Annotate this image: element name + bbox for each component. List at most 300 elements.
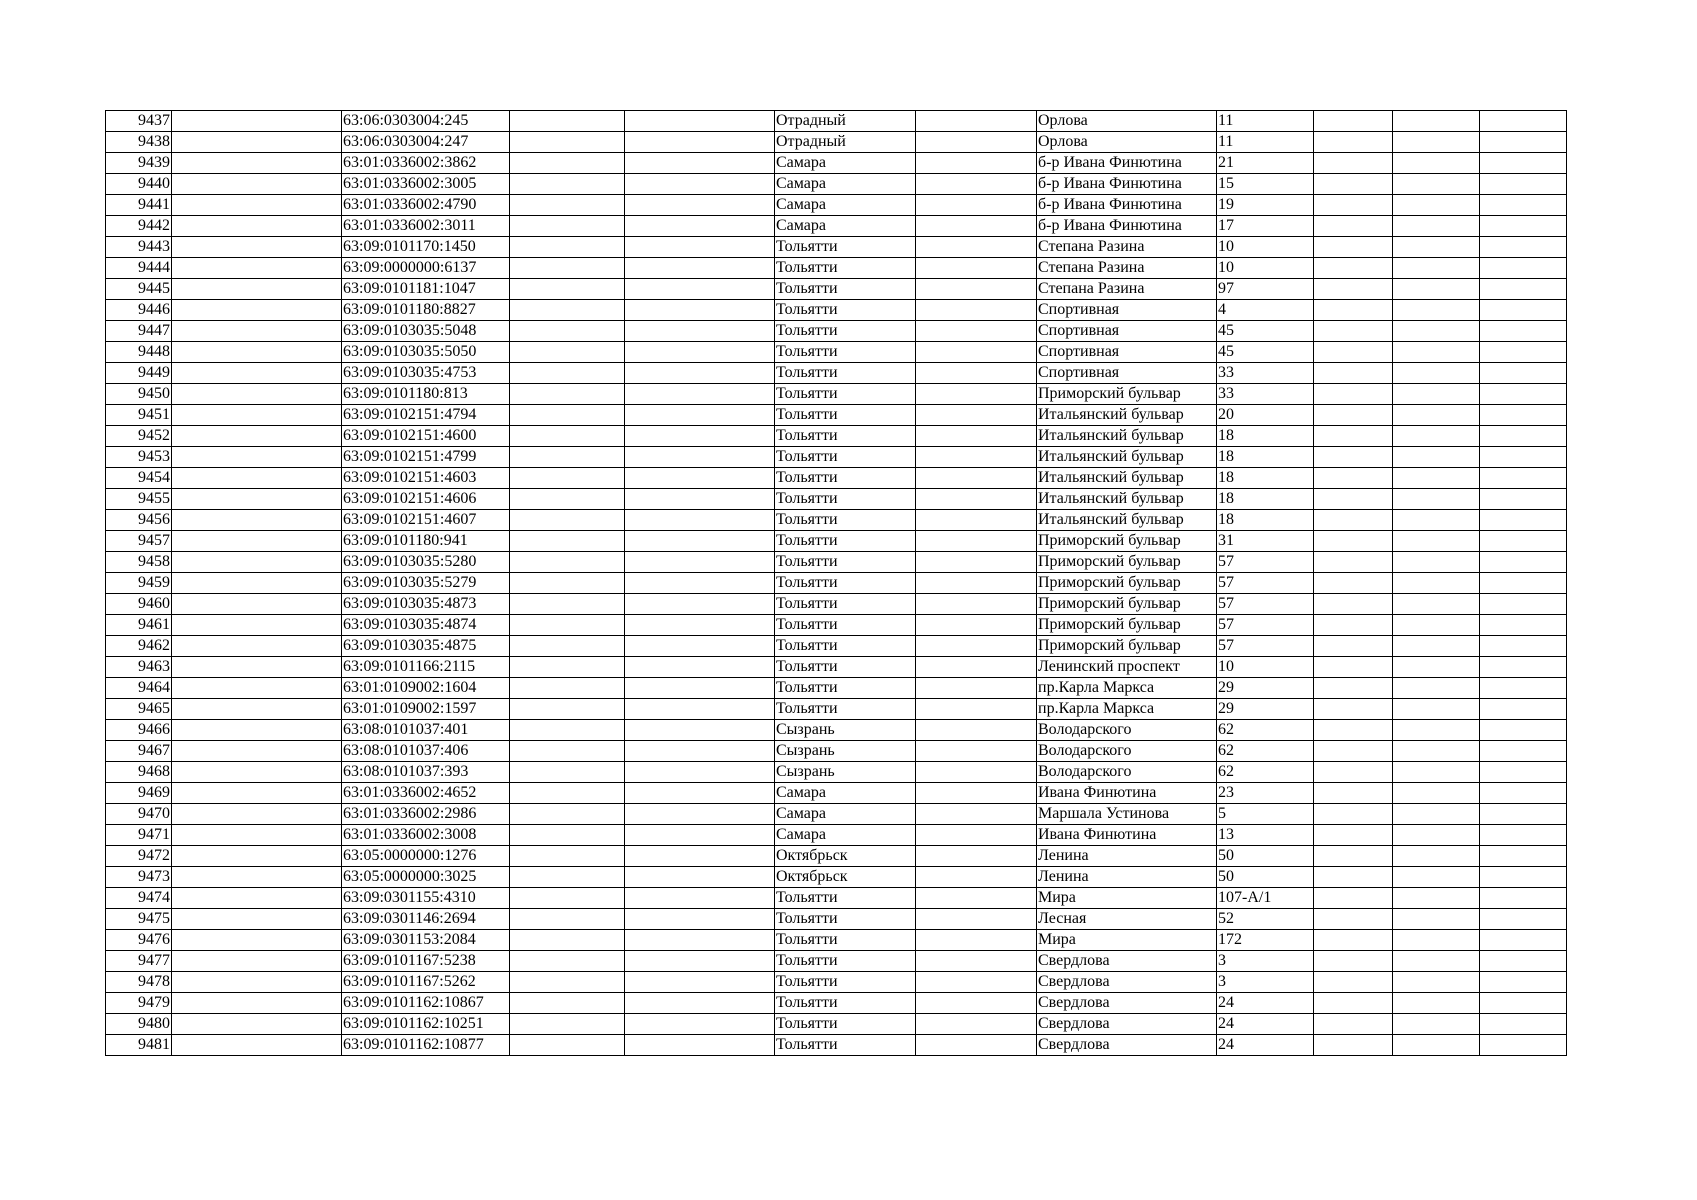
house-number-cell: 10 xyxy=(1217,657,1314,678)
row-number-cell: 9440 xyxy=(106,174,172,195)
cadastral-number-cell: 63:05:0000000:1276 xyxy=(342,846,510,867)
empty-cell xyxy=(172,573,342,594)
empty-cell xyxy=(916,111,1037,132)
cadastral-number-cell: 63:01:0109002:1597 xyxy=(342,699,510,720)
empty-cell xyxy=(1393,489,1480,510)
empty-cell xyxy=(172,363,342,384)
empty-cell xyxy=(1393,132,1480,153)
empty-cell xyxy=(172,237,342,258)
empty-cell xyxy=(1393,153,1480,174)
house-number-cell: 4 xyxy=(1217,300,1314,321)
empty-cell xyxy=(625,531,775,552)
row-number-cell: 9468 xyxy=(106,762,172,783)
table-row xyxy=(106,279,1567,300)
empty-cell xyxy=(1480,678,1567,699)
house-number-cell: 18 xyxy=(1217,447,1314,468)
empty-cell xyxy=(916,783,1037,804)
empty-cell xyxy=(172,195,342,216)
table-row xyxy=(106,972,1567,993)
cadastral-number-cell: 63:01:0336002:3005 xyxy=(342,174,510,195)
empty-cell xyxy=(625,846,775,867)
house-number-cell: 10 xyxy=(1217,237,1314,258)
cadastral-number-cell: 63:09:0103035:4753 xyxy=(342,363,510,384)
empty-cell xyxy=(172,279,342,300)
empty-cell xyxy=(1480,195,1567,216)
empty-cell xyxy=(916,321,1037,342)
empty-cell xyxy=(916,216,1037,237)
empty-cell xyxy=(1314,741,1393,762)
cadastral-number-cell: 63:09:0102151:4606 xyxy=(342,489,510,510)
cadastral-number-cell: 63:09:0101167:5262 xyxy=(342,972,510,993)
empty-cell xyxy=(1314,888,1393,909)
empty-cell xyxy=(510,909,625,930)
house-number-cell: 107-А/1 xyxy=(1217,888,1314,909)
empty-cell xyxy=(1314,1035,1393,1056)
empty-cell xyxy=(916,993,1037,1014)
street-cell: Спортивная xyxy=(1037,321,1217,342)
empty-cell xyxy=(1480,279,1567,300)
empty-cell xyxy=(1393,972,1480,993)
empty-cell xyxy=(510,426,625,447)
empty-cell xyxy=(172,111,342,132)
empty-cell xyxy=(1393,342,1480,363)
cadastral-number-cell: 63:01:0336002:3862 xyxy=(342,153,510,174)
table-row xyxy=(106,111,1567,132)
empty-cell xyxy=(510,825,625,846)
empty-cell xyxy=(1393,552,1480,573)
empty-cell xyxy=(1480,531,1567,552)
empty-cell xyxy=(625,111,775,132)
empty-cell xyxy=(510,342,625,363)
city-cell: Тольятти xyxy=(775,993,916,1014)
empty-cell xyxy=(1314,342,1393,363)
row-number-cell: 9466 xyxy=(106,720,172,741)
house-number-cell: 57 xyxy=(1217,636,1314,657)
empty-cell xyxy=(1480,846,1567,867)
house-number-cell: 50 xyxy=(1217,846,1314,867)
street-cell: Степана Разина xyxy=(1037,258,1217,279)
cadastral-number-cell: 63:01:0336002:4652 xyxy=(342,783,510,804)
empty-cell xyxy=(510,447,625,468)
empty-cell xyxy=(916,846,1037,867)
empty-cell xyxy=(1393,678,1480,699)
row-number-cell: 9442 xyxy=(106,216,172,237)
empty-cell xyxy=(1480,1014,1567,1035)
empty-cell xyxy=(625,237,775,258)
city-cell: Сызрань xyxy=(775,720,916,741)
house-number-cell: 45 xyxy=(1217,321,1314,342)
row-number-cell: 9457 xyxy=(106,531,172,552)
table-row xyxy=(106,594,1567,615)
empty-cell xyxy=(1393,426,1480,447)
city-cell: Тольятти xyxy=(775,279,916,300)
empty-cell xyxy=(1480,153,1567,174)
city-cell: Тольятти xyxy=(775,510,916,531)
empty-cell xyxy=(1314,111,1393,132)
empty-cell xyxy=(916,888,1037,909)
empty-cell xyxy=(1393,447,1480,468)
empty-cell xyxy=(1314,909,1393,930)
cadastral-number-cell: 63:09:0301153:2084 xyxy=(342,930,510,951)
street-cell: Итальянский бульвар xyxy=(1037,510,1217,531)
row-number-cell: 9449 xyxy=(106,363,172,384)
cadastral-number-cell: 63:08:0101037:406 xyxy=(342,741,510,762)
empty-cell xyxy=(510,552,625,573)
row-number-cell: 9454 xyxy=(106,468,172,489)
empty-cell xyxy=(1393,195,1480,216)
row-number-cell: 9438 xyxy=(106,132,172,153)
street-cell: Спортивная xyxy=(1037,300,1217,321)
table-row xyxy=(106,258,1567,279)
table-row xyxy=(106,573,1567,594)
table-row xyxy=(106,552,1567,573)
empty-cell xyxy=(172,531,342,552)
street-cell: Свердлова xyxy=(1037,972,1217,993)
empty-cell xyxy=(625,573,775,594)
table-row xyxy=(106,783,1567,804)
house-number-cell: 3 xyxy=(1217,951,1314,972)
cadastral-number-cell: 63:06:0303004:245 xyxy=(342,111,510,132)
row-number-cell: 9470 xyxy=(106,804,172,825)
empty-cell xyxy=(625,1035,775,1056)
empty-cell xyxy=(1314,951,1393,972)
street-cell: Ивана Финютина xyxy=(1037,825,1217,846)
empty-cell xyxy=(1393,237,1480,258)
empty-cell xyxy=(172,993,342,1014)
empty-cell xyxy=(1314,447,1393,468)
empty-cell xyxy=(916,573,1037,594)
table-row xyxy=(106,951,1567,972)
city-cell: Тольятти xyxy=(775,552,916,573)
empty-cell xyxy=(916,930,1037,951)
table-row xyxy=(106,300,1567,321)
house-number-cell: 57 xyxy=(1217,615,1314,636)
empty-cell xyxy=(1314,762,1393,783)
cadastral-number-cell: 63:09:0101170:1450 xyxy=(342,237,510,258)
house-number-cell: 57 xyxy=(1217,594,1314,615)
empty-cell xyxy=(1480,636,1567,657)
empty-cell xyxy=(510,657,625,678)
empty-cell xyxy=(1480,468,1567,489)
empty-cell xyxy=(625,867,775,888)
empty-cell xyxy=(1480,237,1567,258)
street-cell: Мира xyxy=(1037,930,1217,951)
row-number-cell: 9471 xyxy=(106,825,172,846)
table-row xyxy=(106,426,1567,447)
table-row xyxy=(106,888,1567,909)
house-number-cell: 21 xyxy=(1217,153,1314,174)
cadastral-number-cell: 63:09:0103035:5280 xyxy=(342,552,510,573)
empty-cell xyxy=(625,195,775,216)
empty-cell xyxy=(1314,531,1393,552)
row-number-cell: 9462 xyxy=(106,636,172,657)
city-cell: Тольятти xyxy=(775,930,916,951)
row-number-cell: 9450 xyxy=(106,384,172,405)
cadastral-number-cell: 63:08:0101037:401 xyxy=(342,720,510,741)
house-number-cell: 18 xyxy=(1217,489,1314,510)
empty-cell xyxy=(916,825,1037,846)
empty-cell xyxy=(1393,741,1480,762)
row-number-cell: 9481 xyxy=(106,1035,172,1056)
empty-cell xyxy=(916,279,1037,300)
city-cell: Самара xyxy=(775,783,916,804)
empty-cell xyxy=(172,972,342,993)
cadastral-number-cell: 63:09:0101162:10867 xyxy=(342,993,510,1014)
house-number-cell: 57 xyxy=(1217,552,1314,573)
street-cell: Орлова xyxy=(1037,132,1217,153)
cadastral-number-cell: 63:08:0101037:393 xyxy=(342,762,510,783)
empty-cell xyxy=(1393,111,1480,132)
empty-cell xyxy=(1393,258,1480,279)
street-cell: Маршала Устинова xyxy=(1037,804,1217,825)
street-cell: Свердлова xyxy=(1037,1014,1217,1035)
row-number-cell: 9478 xyxy=(106,972,172,993)
empty-cell xyxy=(625,930,775,951)
cadastral-number-cell: 63:09:0102151:4600 xyxy=(342,426,510,447)
empty-cell xyxy=(1314,195,1393,216)
empty-cell xyxy=(510,699,625,720)
empty-cell xyxy=(916,510,1037,531)
empty-cell xyxy=(1314,615,1393,636)
table-row xyxy=(106,741,1567,762)
empty-cell xyxy=(916,741,1037,762)
empty-cell xyxy=(172,699,342,720)
empty-cell xyxy=(1314,405,1393,426)
row-number-cell: 9467 xyxy=(106,741,172,762)
row-number-cell: 9461 xyxy=(106,615,172,636)
empty-cell xyxy=(1480,258,1567,279)
empty-cell xyxy=(1314,867,1393,888)
empty-cell xyxy=(916,489,1037,510)
house-number-cell: 24 xyxy=(1217,993,1314,1014)
empty-cell xyxy=(1393,825,1480,846)
empty-cell xyxy=(1480,825,1567,846)
cadastral-number-cell: 63:01:0109002:1604 xyxy=(342,678,510,699)
empty-cell xyxy=(510,216,625,237)
house-number-cell: 50 xyxy=(1217,867,1314,888)
house-number-cell: 18 xyxy=(1217,510,1314,531)
empty-cell xyxy=(625,426,775,447)
empty-cell xyxy=(172,825,342,846)
street-cell: Свердлова xyxy=(1037,993,1217,1014)
empty-cell xyxy=(1480,342,1567,363)
empty-cell xyxy=(1393,1035,1480,1056)
empty-cell xyxy=(625,468,775,489)
house-number-cell: 18 xyxy=(1217,426,1314,447)
empty-cell xyxy=(172,951,342,972)
city-cell: Тольятти xyxy=(775,237,916,258)
street-cell: Володарского xyxy=(1037,741,1217,762)
empty-cell xyxy=(172,909,342,930)
empty-cell xyxy=(172,321,342,342)
empty-cell xyxy=(916,636,1037,657)
street-cell: Приморский бульвар xyxy=(1037,573,1217,594)
empty-cell xyxy=(1480,111,1567,132)
empty-cell xyxy=(510,153,625,174)
empty-cell xyxy=(1393,279,1480,300)
street-cell: б-р Ивана Финютина xyxy=(1037,195,1217,216)
cadastral-number-cell: 63:09:0101181:1047 xyxy=(342,279,510,300)
street-cell: Мира xyxy=(1037,888,1217,909)
empty-cell xyxy=(916,342,1037,363)
empty-cell xyxy=(1393,993,1480,1014)
empty-cell xyxy=(1393,888,1480,909)
empty-cell xyxy=(1314,552,1393,573)
empty-cell xyxy=(1314,468,1393,489)
table-row xyxy=(106,930,1567,951)
city-cell: Отрадный xyxy=(775,111,916,132)
cadastral-number-cell: 63:09:0103035:5048 xyxy=(342,321,510,342)
row-number-cell: 9446 xyxy=(106,300,172,321)
empty-cell xyxy=(172,342,342,363)
house-number-cell: 62 xyxy=(1217,762,1314,783)
empty-cell xyxy=(1314,930,1393,951)
empty-cell xyxy=(1393,846,1480,867)
row-number-cell: 9452 xyxy=(106,426,172,447)
table-row xyxy=(106,153,1567,174)
empty-cell xyxy=(916,300,1037,321)
empty-cell xyxy=(1480,888,1567,909)
street-cell: Степана Разина xyxy=(1037,237,1217,258)
empty-cell xyxy=(916,615,1037,636)
cadastral-number-cell: 63:01:0336002:4790 xyxy=(342,195,510,216)
table-row xyxy=(106,468,1567,489)
empty-cell xyxy=(916,531,1037,552)
empty-cell xyxy=(172,888,342,909)
house-number-cell: 33 xyxy=(1217,384,1314,405)
cadastral-number-cell: 63:09:0301155:4310 xyxy=(342,888,510,909)
house-number-cell: 24 xyxy=(1217,1014,1314,1035)
empty-cell xyxy=(172,783,342,804)
empty-cell xyxy=(916,909,1037,930)
empty-cell xyxy=(510,489,625,510)
table-row xyxy=(106,762,1567,783)
empty-cell xyxy=(1314,678,1393,699)
empty-cell xyxy=(510,1014,625,1035)
empty-cell xyxy=(1314,510,1393,531)
empty-cell xyxy=(510,615,625,636)
table-row xyxy=(106,846,1567,867)
table-row xyxy=(106,825,1567,846)
empty-cell xyxy=(172,258,342,279)
table-row xyxy=(106,405,1567,426)
row-number-cell: 9445 xyxy=(106,279,172,300)
cadastral-number-cell: 63:01:0336002:3011 xyxy=(342,216,510,237)
row-number-cell: 9455 xyxy=(106,489,172,510)
row-number-cell: 9469 xyxy=(106,783,172,804)
table-row xyxy=(106,216,1567,237)
city-cell: Тольятти xyxy=(775,909,916,930)
empty-cell xyxy=(1480,426,1567,447)
empty-cell xyxy=(1314,699,1393,720)
cadastral-number-cell: 63:09:0000000:6137 xyxy=(342,258,510,279)
empty-cell xyxy=(625,678,775,699)
empty-cell xyxy=(1480,573,1567,594)
empty-cell xyxy=(916,384,1037,405)
empty-cell xyxy=(1480,363,1567,384)
street-cell: Итальянский бульвар xyxy=(1037,426,1217,447)
empty-cell xyxy=(916,426,1037,447)
table-row xyxy=(106,384,1567,405)
empty-cell xyxy=(916,258,1037,279)
empty-cell xyxy=(916,699,1037,720)
street-cell: Володарского xyxy=(1037,720,1217,741)
empty-cell xyxy=(1393,510,1480,531)
street-cell: Спортивная xyxy=(1037,342,1217,363)
row-number-cell: 9458 xyxy=(106,552,172,573)
empty-cell xyxy=(625,552,775,573)
table-row xyxy=(106,1014,1567,1035)
empty-cell xyxy=(916,594,1037,615)
street-cell: Степана Разина xyxy=(1037,279,1217,300)
empty-cell xyxy=(1393,174,1480,195)
empty-cell xyxy=(625,972,775,993)
empty-cell xyxy=(916,762,1037,783)
registry-table xyxy=(105,110,1567,1056)
empty-cell xyxy=(510,1035,625,1056)
street-cell: б-р Ивана Финютина xyxy=(1037,174,1217,195)
table-row xyxy=(106,804,1567,825)
empty-cell xyxy=(1314,132,1393,153)
city-cell: Тольятти xyxy=(775,258,916,279)
empty-cell xyxy=(1314,216,1393,237)
house-number-cell: 11 xyxy=(1217,132,1314,153)
street-cell: Ивана Финютина xyxy=(1037,783,1217,804)
empty-cell xyxy=(172,930,342,951)
empty-cell xyxy=(1480,489,1567,510)
table-row xyxy=(106,909,1567,930)
city-cell: Тольятти xyxy=(775,636,916,657)
empty-cell xyxy=(1480,741,1567,762)
empty-cell xyxy=(1480,783,1567,804)
empty-cell xyxy=(172,762,342,783)
empty-cell xyxy=(1393,468,1480,489)
empty-cell xyxy=(172,741,342,762)
house-number-cell: 20 xyxy=(1217,405,1314,426)
city-cell: Самара xyxy=(775,804,916,825)
empty-cell xyxy=(510,741,625,762)
table-row xyxy=(106,510,1567,531)
row-number-cell: 9441 xyxy=(106,195,172,216)
empty-cell xyxy=(510,720,625,741)
city-cell: Тольятти xyxy=(775,573,916,594)
empty-cell xyxy=(510,783,625,804)
empty-cell xyxy=(916,720,1037,741)
street-cell: Итальянский бульвар xyxy=(1037,489,1217,510)
street-cell: Свердлова xyxy=(1037,1035,1217,1056)
cadastral-number-cell: 63:09:0101180:941 xyxy=(342,531,510,552)
cadastral-number-cell: 63:09:0102151:4603 xyxy=(342,468,510,489)
table-row xyxy=(106,993,1567,1014)
city-cell: Тольятти xyxy=(775,342,916,363)
street-cell: Итальянский бульвар xyxy=(1037,447,1217,468)
cadastral-number-cell: 63:09:0301146:2694 xyxy=(342,909,510,930)
city-cell: Тольятти xyxy=(775,363,916,384)
street-cell: б-р Ивана Финютина xyxy=(1037,153,1217,174)
empty-cell xyxy=(1314,846,1393,867)
city-cell: Тольятти xyxy=(775,657,916,678)
empty-cell xyxy=(172,426,342,447)
empty-cell xyxy=(916,153,1037,174)
empty-cell xyxy=(1480,300,1567,321)
row-number-cell: 9447 xyxy=(106,321,172,342)
empty-cell xyxy=(625,909,775,930)
row-number-cell: 9473 xyxy=(106,867,172,888)
empty-cell xyxy=(1393,762,1480,783)
empty-cell xyxy=(1314,783,1393,804)
street-cell: Приморский бульвар xyxy=(1037,615,1217,636)
empty-cell xyxy=(1314,1014,1393,1035)
